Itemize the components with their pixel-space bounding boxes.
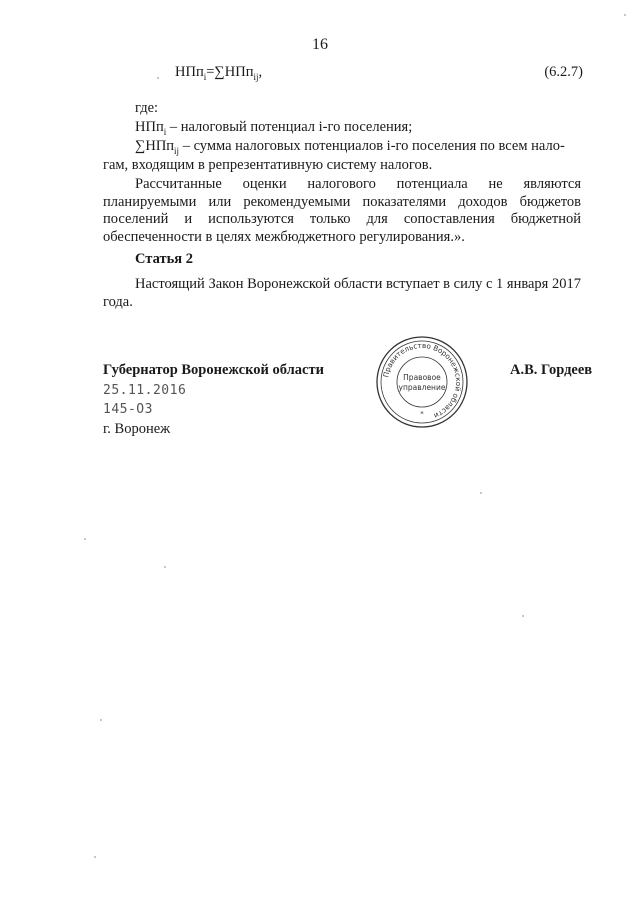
definition-2-text: – сумма налоговых потенциалов i-го поселения по всем нало- <box>182 138 565 154</box>
formula-equals: = <box>206 64 215 80</box>
definition-2-symbol: НПп <box>145 138 175 154</box>
signature-number: 145-ОЗ <box>103 402 153 417</box>
sum-sign-icon: ∑ <box>135 138 146 154</box>
scan-speck <box>164 566 166 568</box>
stamp-ring-text: Правительство Воронежской области <box>381 340 464 421</box>
formula-lhs-subscript: i <box>203 71 207 82</box>
scan-speck <box>94 856 96 858</box>
formula-comma: , <box>258 64 263 80</box>
definition-1-subscript: i <box>163 126 167 137</box>
scan-speck <box>84 538 86 540</box>
signature-name: А.В. Гордеев <box>510 362 593 378</box>
page-number: 16 <box>312 36 328 53</box>
formula-lhs: НПп <box>175 64 204 80</box>
sum-sign-icon: ∑ <box>214 64 225 80</box>
where-label: где: <box>135 100 159 116</box>
scan-speck <box>480 492 482 494</box>
signature-date: 25.11.2016 <box>103 383 187 398</box>
scan-speck <box>100 719 102 721</box>
formula-rhs: НПп <box>224 64 254 80</box>
scan-speck <box>522 615 524 617</box>
formula <box>175 64 262 82</box>
scan-speck <box>624 14 626 16</box>
stamp-star-icon: * <box>420 410 424 418</box>
official-stamp <box>374 334 470 430</box>
article-text: Настоящий Закон Воронежской области вступает в силу с 1 января 2017 года. <box>103 276 581 310</box>
scan-speck <box>157 77 159 79</box>
article-heading: Статья 2 <box>135 251 193 267</box>
definition-2-continuation: гам, входящим в репрезентативную систему налогов. <box>103 157 433 173</box>
signature-city: г. Воронеж <box>103 421 171 437</box>
formula-rhs-subscript: ij <box>253 71 259 82</box>
definition-1-symbol: НПп <box>135 119 164 135</box>
stamp-center-line-2: управление <box>398 383 446 392</box>
signature-title: Губернатор Воронежской области <box>103 362 324 378</box>
formula-reference: (6.2.7) <box>544 64 583 80</box>
definition-1-text: – налоговый потенциал i-го поселения; <box>169 119 413 135</box>
paragraph-estimates: Рассчитанные оценки налогового потенциала не являются планируемыми или рекомендуемыми показателями доходов бюджетов поселений и используются только для сопоставления бюджетной обеспеченности в целях межбюджетного регулирования.». <box>103 176 581 245</box>
definition-2-subscript: ij <box>174 145 180 156</box>
stamp-center-line-1: Правовое <box>403 373 441 382</box>
